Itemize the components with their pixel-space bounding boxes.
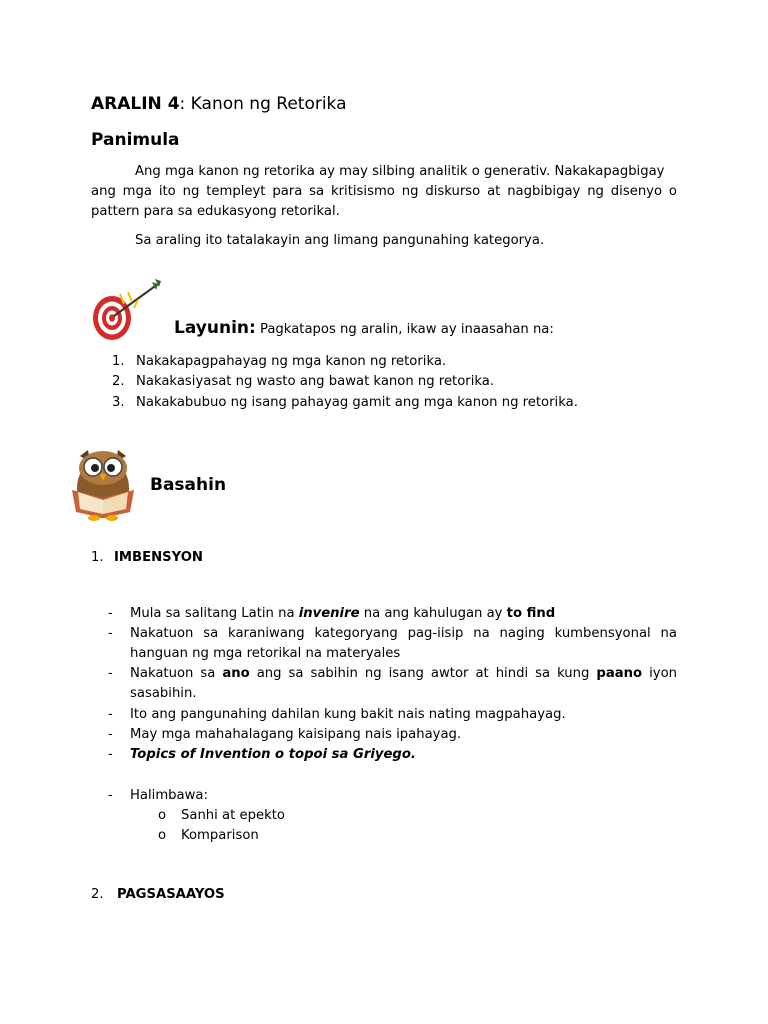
target-icon (86, 278, 166, 346)
dash-bullet: - (108, 788, 113, 803)
page-title: ARALIN 4: Kanon ng Retorika (91, 94, 347, 114)
list-number: 2. (112, 374, 125, 389)
dash-bullet: - (108, 626, 113, 641)
intro-paragraph-line: pattern para sa edukasyong retorikal. (91, 204, 340, 219)
list-item: Nakakasiyasat ng wasto ang bawat kanon ng retorika. (136, 374, 495, 389)
intro-paragraph-line: ang mga ito ng templeyt para sa kritisismo ng diskurso at nagbibigay ng disenyo o (91, 184, 677, 199)
dash-bullet: - (108, 727, 113, 742)
section-number: 1. (91, 550, 104, 565)
example-item: Sanhi at epekto (181, 808, 285, 823)
section-title-pagsasaayos: PAGSASAAYOS (117, 887, 225, 902)
owl-reading-icon (66, 446, 140, 522)
example-item: Komparison (181, 828, 259, 843)
section-heading-basahin: Basahin (150, 475, 227, 495)
section-heading-panimula: Panimula (91, 130, 180, 150)
objectives-intro (174, 318, 554, 340)
objectives-label: Layunin: (174, 318, 256, 338)
bullet-text: May mga mahahalagang kaisipang nais ipahayag. (130, 727, 462, 742)
dash-bullet: - (108, 707, 113, 722)
objectives-lead: Pagkatapos ng aralin, ikaw ay inaasahan na: (255, 322, 554, 337)
dash-bullet: - (108, 606, 113, 621)
sub-bullet: o (158, 808, 167, 823)
section-title-imbensyon: IMBENSYON (114, 550, 203, 565)
bullet-text-cont: hanguan ng mga retorikal na materyales (130, 646, 401, 661)
list-number: 1. (112, 354, 125, 369)
dash-bullet: - (108, 747, 113, 762)
sub-bullet: o (158, 828, 167, 843)
bullet-text: Nakatuon sa ano ang sa sabihin ng isang awtor at hindi sa kung paano iyon (130, 666, 677, 681)
bullet-text: Nakatuon sa karaniwang kategoryang pag-iisip na naging kumbensyonal na (130, 626, 677, 641)
intro-paragraph-2: Sa araling ito tatalakayin ang limang pangunahing kategorya. (135, 233, 545, 248)
bullet-text: Topics of Invention o topoi sa Griyego. (130, 747, 416, 762)
list-item: Nakakapagpahayag ng mga kanon ng retorika. (136, 354, 447, 369)
bullet-text-cont: sasabihin. (130, 686, 197, 701)
bullet-text: Ito ang pangunahing dahilan kung bakit nais nating magpahayag. (130, 707, 566, 722)
bullet-text: Mula sa salitang Latin na invenire na ang kahulugan ay to find (130, 606, 556, 621)
list-number: 3. (112, 395, 125, 410)
example-label: Halimbawa: (130, 788, 208, 803)
dash-bullet: - (108, 666, 113, 681)
intro-paragraph-line: Ang mga kanon ng retorika ay may silbing analitik o generativ. Nakakapagbigay (135, 164, 665, 179)
list-item: Nakakabubuo ng isang pahayag gamit ang mga kanon ng retorika. (136, 395, 578, 410)
section-number: 2. (91, 887, 104, 902)
